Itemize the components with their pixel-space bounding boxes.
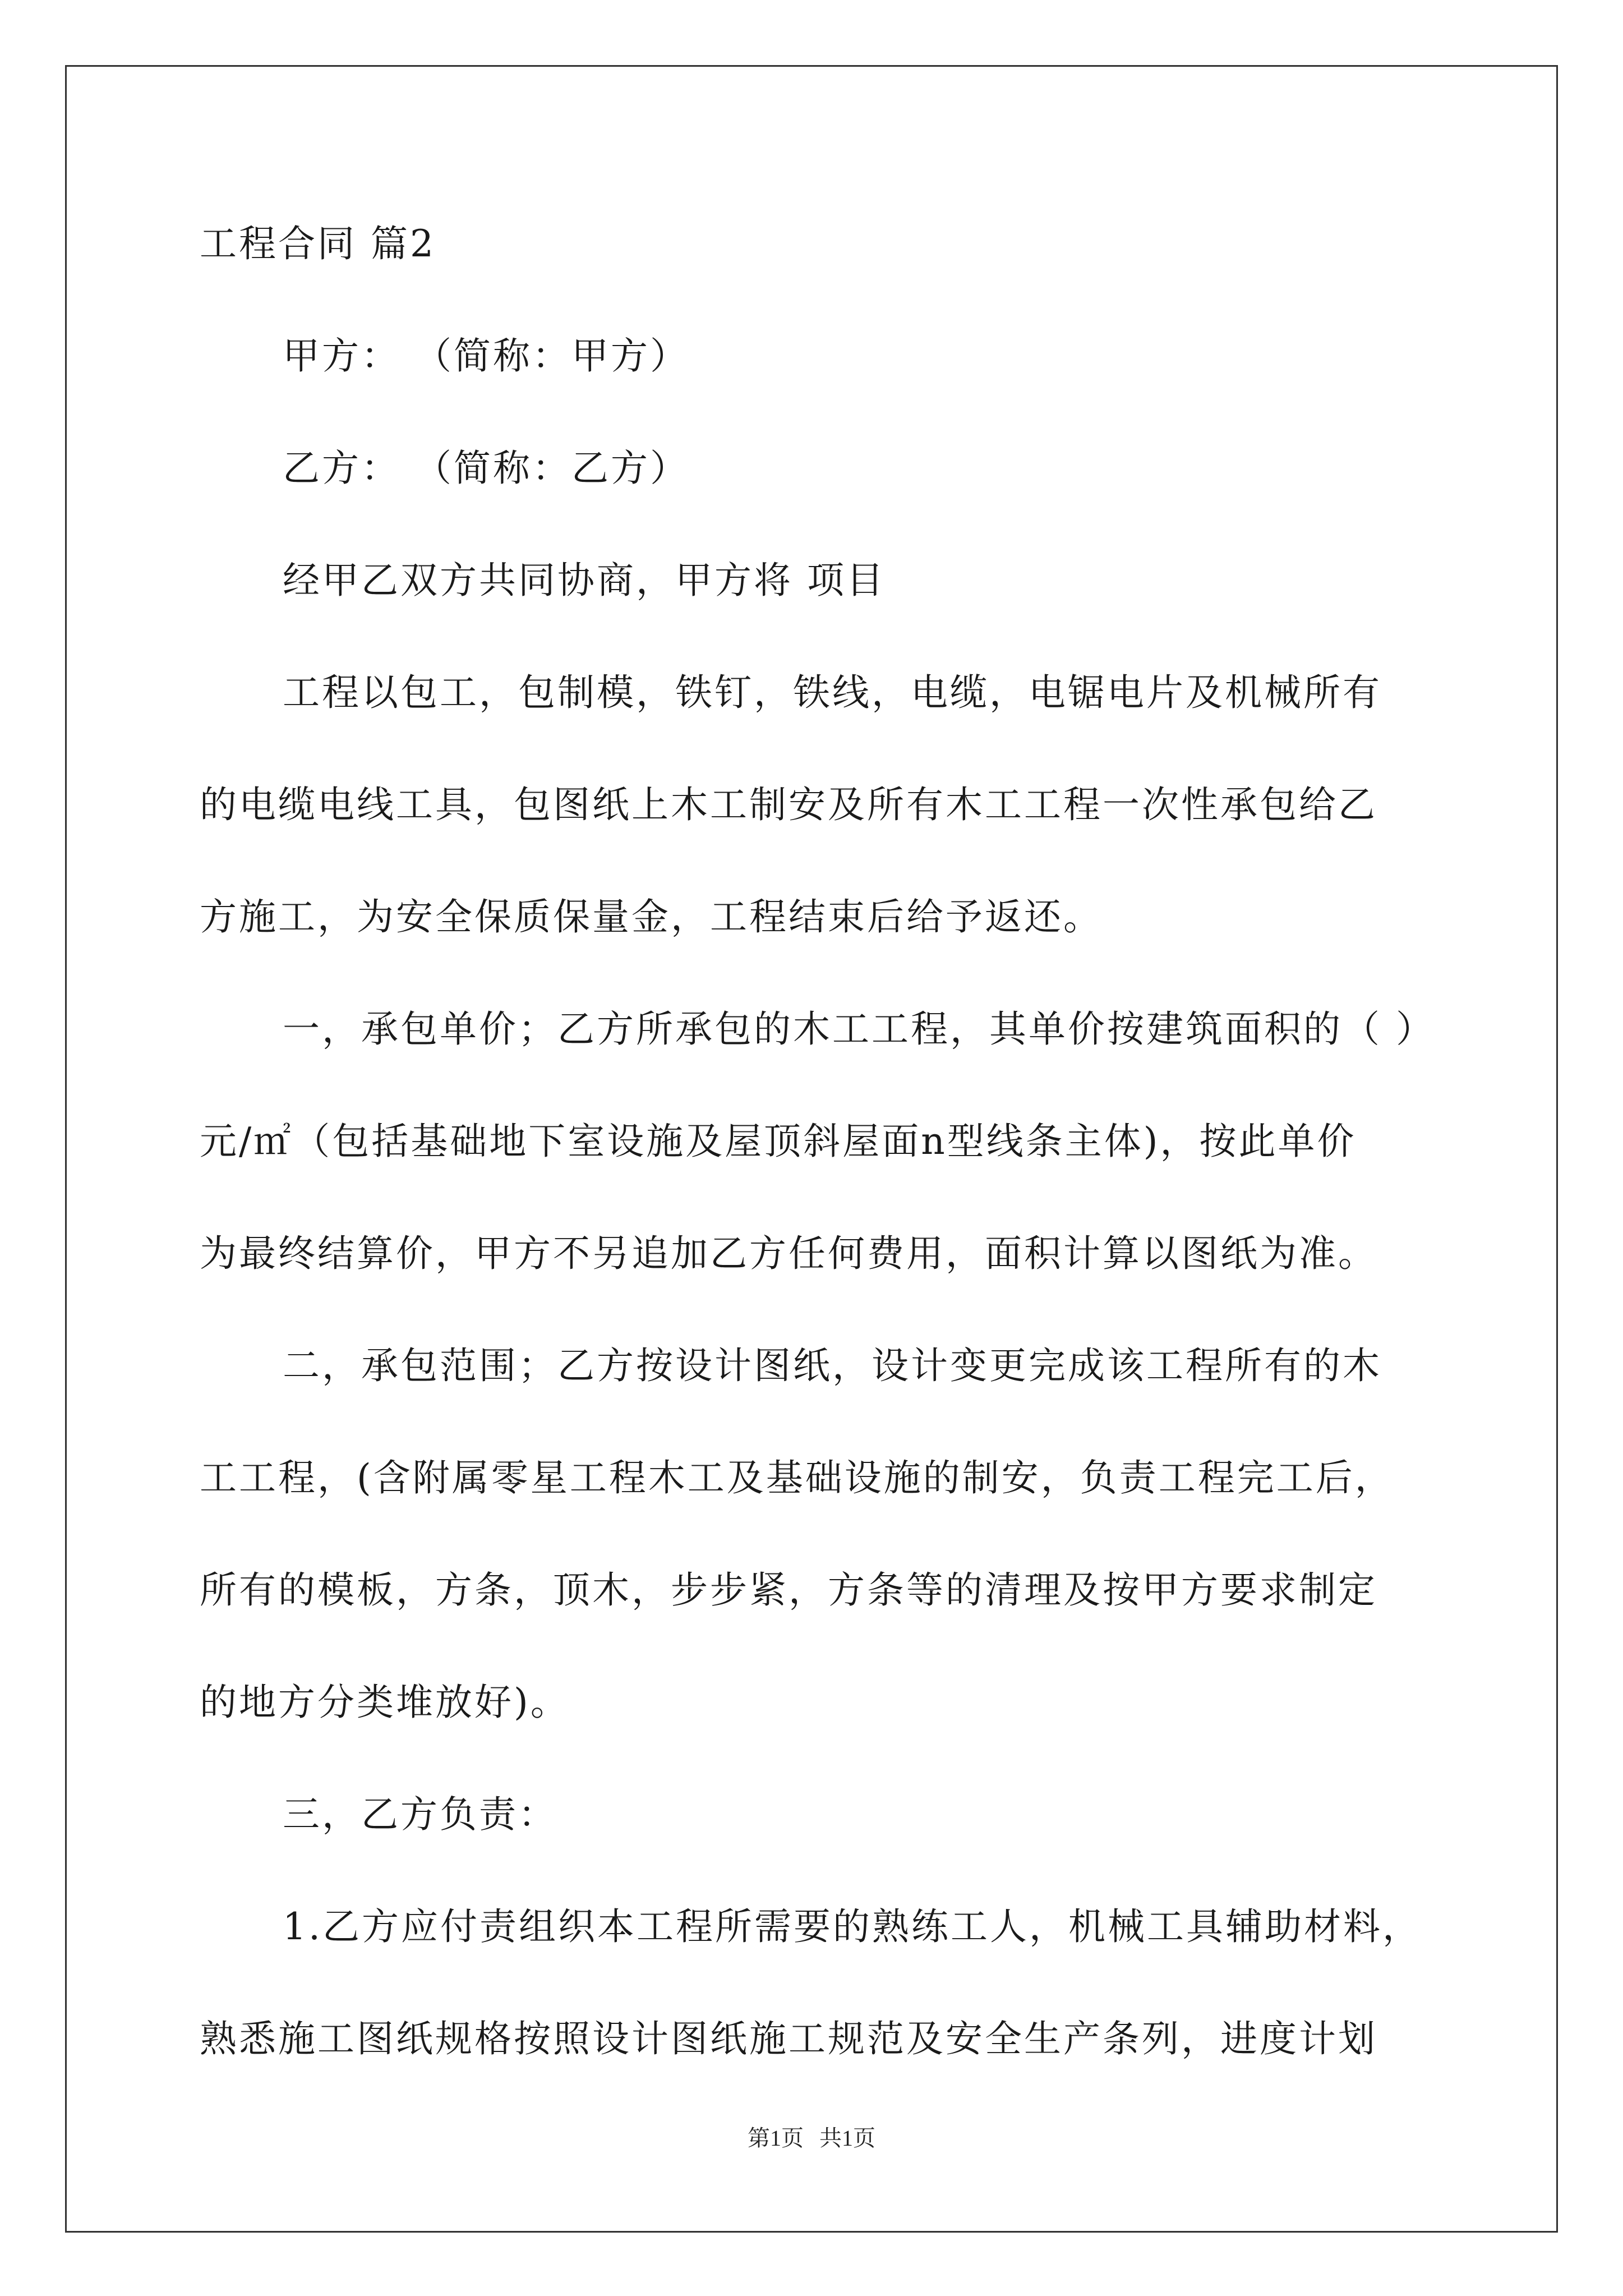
page-number-total: 共1页 [819, 2125, 875, 2151]
party-a-line: 甲方： （简称：甲方） [283, 334, 689, 378]
clause-3-item-line: 熟悉施工图纸规格按照设计图纸施工规范及安全生产条列，进度计划 [200, 2017, 1377, 2060]
clause-3-item-line: 1.乙方应付责组织本工程所需要的熟练工人，机械工具辅助材料， [283, 1905, 1422, 1948]
clause-2-line: 二，承包范围；乙方按设计图纸，设计变更完成该工程所有的木 [283, 1344, 1382, 1387]
clause-1-line: 为最终结算价，甲方不另追加乙方任何费用，面积计算以图纸为准。 [200, 1232, 1377, 1275]
paragraph-line: 方施工，为安全保质保量金，工程结束后给予返还。 [200, 895, 1103, 938]
page-footer [0, 2120, 1623, 2152]
page-number-current: 第1页 [748, 2125, 804, 2151]
clause-2-line: 所有的模板，方条，顶木，步步紧，方条等的清理及按甲方要求制定 [200, 1568, 1377, 1612]
clause-3-heading: 三，乙方负责： [283, 1793, 557, 1836]
clause-2-line: 工工程，(含附属零星工程木工及基础设施的制安，负责工程完工后， [200, 1456, 1394, 1499]
clause-1-line: 元/㎡（包括基础地下室设施及屋顶斜屋面n型线条主体)，按此单价 [200, 1120, 1357, 1163]
party-b-line: 乙方： （简称：乙方） [283, 447, 689, 490]
document-heading: 工程合同 篇2 [200, 222, 436, 265]
paragraph-line: 的电缆电线工具，包图纸上木工制安及所有木工工程一次性承包给乙 [200, 783, 1377, 826]
paragraph-line: 经甲乙双方共同协商，甲方将 项目 [283, 559, 886, 602]
paragraph-line: 工程以包工，包制模，铁钉，铁线，电缆，电锯电片及机械所有 [283, 671, 1382, 714]
clause-1-line: 一，承包单价；乙方所承包的木工工程，其单价按建筑面积的（ ） [283, 1007, 1435, 1051]
clause-2-line: 的地方分类堆放好)。 [200, 1681, 570, 1724]
